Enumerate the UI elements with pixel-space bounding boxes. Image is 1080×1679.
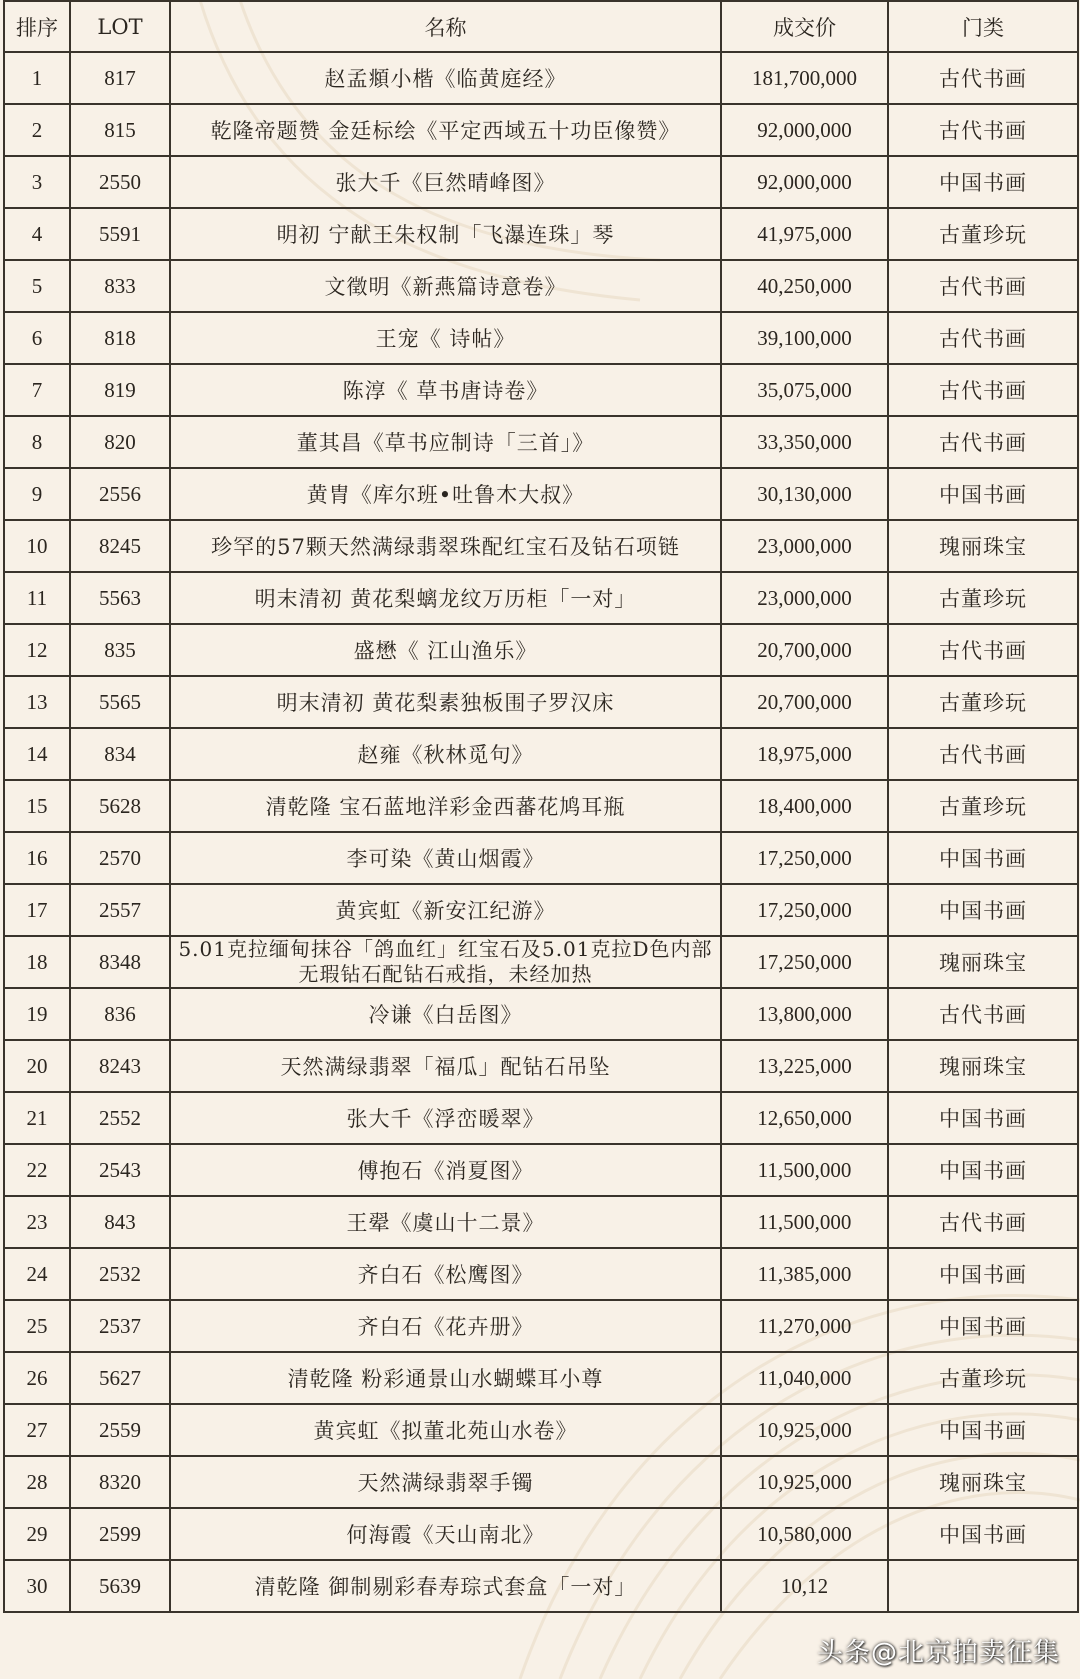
price-cell: 13,225,000 (721, 1040, 888, 1092)
price-cell: 11,500,000 (721, 1196, 888, 1248)
table-row (4, 884, 1078, 936)
price-cell: 40,250,000 (721, 260, 888, 312)
price-cell: 11,500,000 (721, 1144, 888, 1196)
rank-cell: 11 (4, 572, 70, 624)
rank-cell: 22 (4, 1144, 70, 1196)
lot-cell: 843 (70, 1196, 170, 1248)
category-cell: 中国书画 (888, 1404, 1078, 1456)
rank-cell: 29 (4, 1508, 70, 1560)
name-cell: 天然满绿翡翠「福瓜」配钻石吊坠 (170, 1040, 721, 1092)
name-cell: 黄宾虹《拟董北苑山水卷》 (170, 1404, 721, 1456)
name-cell: 珍罕的57颗天然满绿翡翠珠配红宝石及钻石项链 (170, 520, 721, 572)
category-cell: 古代书画 (888, 624, 1078, 676)
table-row (4, 260, 1078, 312)
name-cell: 清乾隆 粉彩通景山水蝴蝶耳小尊 (170, 1352, 721, 1404)
rank-cell: 20 (4, 1040, 70, 1092)
rank-cell: 5 (4, 260, 70, 312)
price-cell: 10,12 (721, 1560, 888, 1612)
rank-cell: 30 (4, 1560, 70, 1612)
rank-cell: 27 (4, 1404, 70, 1456)
table-row (4, 208, 1078, 260)
lot-cell: 818 (70, 312, 170, 364)
header-category: 门类 (888, 1, 1078, 52)
table-row (4, 1352, 1078, 1404)
rank-cell: 28 (4, 1456, 70, 1508)
header-price: 成交价 (721, 1, 888, 52)
price-cell: 10,925,000 (721, 1456, 888, 1508)
price-cell: 10,925,000 (721, 1404, 888, 1456)
price-cell: 17,250,000 (721, 936, 888, 988)
lot-cell: 2599 (70, 1508, 170, 1560)
lot-cell: 8243 (70, 1040, 170, 1092)
name-cell: 冷谦《白岳图》 (170, 988, 721, 1040)
name-cell: 王翚《虞山十二景》 (170, 1196, 721, 1248)
name-cell: 天然满绿翡翠手镯 (170, 1456, 721, 1508)
category-cell: 古董珍玩 (888, 572, 1078, 624)
name-cell: 傅抱石《消夏图》 (170, 1144, 721, 1196)
name-cell: 李可染《黄山烟霞》 (170, 832, 721, 884)
name-cell: 赵雍《秋林觅句》 (170, 728, 721, 780)
table-row (4, 1404, 1078, 1456)
rank-cell: 13 (4, 676, 70, 728)
price-cell: 11,270,000 (721, 1300, 888, 1352)
lot-cell: 2543 (70, 1144, 170, 1196)
name-cell: 明初 宁献王朱权制「飞瀑连珠」琴 (170, 208, 721, 260)
table-row (4, 572, 1078, 624)
lot-cell: 834 (70, 728, 170, 780)
category-cell: 古代书画 (888, 1196, 1078, 1248)
category-cell: 中国书画 (888, 156, 1078, 208)
name-cell: 黄胄《库尔班•吐鲁木大叔》 (170, 468, 721, 520)
name-cell: 王宠《 诗帖》 (170, 312, 721, 364)
category-cell: 瑰丽珠宝 (888, 1456, 1078, 1508)
table-row (4, 1300, 1078, 1352)
category-cell: 古代书画 (888, 52, 1078, 104)
lot-cell: 8245 (70, 520, 170, 572)
rank-cell: 23 (4, 1196, 70, 1248)
name-cell: 齐白石《花卉册》 (170, 1300, 721, 1352)
table-row (4, 1456, 1078, 1508)
table-row (4, 1144, 1078, 1196)
rank-cell: 10 (4, 520, 70, 572)
table-row (4, 1248, 1078, 1300)
category-cell (888, 1560, 1078, 1612)
table-row (4, 416, 1078, 468)
name-cell: 齐白石《松鹰图》 (170, 1248, 721, 1300)
price-cell: 33,350,000 (721, 416, 888, 468)
name-cell: 明末清初 黄花梨素独板围子罗汉床 (170, 676, 721, 728)
header-lot: LOT (70, 1, 170, 52)
auction-results-table (3, 0, 1079, 1613)
name-cell: 乾隆帝题赞 金廷标绘《平定西域五十功臣像赞》 (170, 104, 721, 156)
name-cell: 张大千《浮峦暖翠》 (170, 1092, 721, 1144)
table-row (4, 936, 1078, 988)
category-cell: 中国书画 (888, 1508, 1078, 1560)
rank-cell: 1 (4, 52, 70, 104)
category-cell: 瑰丽珠宝 (888, 520, 1078, 572)
price-cell: 17,250,000 (721, 884, 888, 936)
lot-cell: 2557 (70, 884, 170, 936)
price-cell: 92,000,000 (721, 156, 888, 208)
lot-cell: 835 (70, 624, 170, 676)
category-cell: 瑰丽珠宝 (888, 936, 1078, 988)
table-row (4, 468, 1078, 520)
price-cell: 35,075,000 (721, 364, 888, 416)
lot-cell: 2556 (70, 468, 170, 520)
lot-cell: 2537 (70, 1300, 170, 1352)
name-cell: 陈淳《 草书唐诗卷》 (170, 364, 721, 416)
table-row (4, 624, 1078, 676)
name-cell: 赵孟頫小楷《临黄庭经》 (170, 52, 721, 104)
lot-cell: 2570 (70, 832, 170, 884)
table-row (4, 520, 1078, 572)
name-cell: 董其昌《草书应制诗「三首」》 (170, 416, 721, 468)
lot-cell: 5591 (70, 208, 170, 260)
category-cell: 中国书画 (888, 1300, 1078, 1352)
lot-cell: 819 (70, 364, 170, 416)
category-cell: 古董珍玩 (888, 676, 1078, 728)
rank-cell: 14 (4, 728, 70, 780)
category-cell: 中国书画 (888, 468, 1078, 520)
table-body (4, 52, 1078, 1612)
table-row (4, 1560, 1078, 1612)
table-header-row (4, 1, 1078, 52)
table-row (4, 104, 1078, 156)
rank-cell: 24 (4, 1248, 70, 1300)
table-row (4, 1196, 1078, 1248)
rank-cell: 12 (4, 624, 70, 676)
name-cell: 文徵明《新燕篇诗意卷》 (170, 260, 721, 312)
lot-cell: 815 (70, 104, 170, 156)
price-cell: 92,000,000 (721, 104, 888, 156)
price-cell: 20,700,000 (721, 624, 888, 676)
category-cell: 中国书画 (888, 832, 1078, 884)
price-cell: 11,385,000 (721, 1248, 888, 1300)
lot-cell: 5563 (70, 572, 170, 624)
category-cell: 瑰丽珠宝 (888, 1040, 1078, 1092)
category-cell: 古代书画 (888, 312, 1078, 364)
category-cell: 古代书画 (888, 988, 1078, 1040)
rank-cell: 15 (4, 780, 70, 832)
table-row (4, 1508, 1078, 1560)
lot-cell: 5628 (70, 780, 170, 832)
rank-cell: 9 (4, 468, 70, 520)
lot-cell: 8320 (70, 1456, 170, 1508)
rank-cell: 7 (4, 364, 70, 416)
category-cell: 古代书画 (888, 728, 1078, 780)
price-cell: 30,130,000 (721, 468, 888, 520)
lot-cell: 8348 (70, 936, 170, 988)
category-cell: 古代书画 (888, 260, 1078, 312)
price-cell: 181,700,000 (721, 52, 888, 104)
lot-cell: 5639 (70, 1560, 170, 1612)
category-cell: 中国书画 (888, 884, 1078, 936)
watermark: 头条@北京拍卖征集 (816, 1638, 1060, 1668)
table-row (4, 728, 1078, 780)
category-cell: 古代书画 (888, 104, 1078, 156)
lot-cell: 2559 (70, 1404, 170, 1456)
table-row (4, 1092, 1078, 1144)
table-row (4, 988, 1078, 1040)
lot-cell: 2550 (70, 156, 170, 208)
price-cell: 18,975,000 (721, 728, 888, 780)
price-cell: 12,650,000 (721, 1092, 888, 1144)
lot-cell: 817 (70, 52, 170, 104)
table-row (4, 312, 1078, 364)
table-row (4, 1040, 1078, 1092)
lot-cell: 2552 (70, 1092, 170, 1144)
rank-cell: 21 (4, 1092, 70, 1144)
name-cell: 黄宾虹《新安江纪游》 (170, 884, 721, 936)
lot-cell: 2532 (70, 1248, 170, 1300)
table-row (4, 676, 1078, 728)
category-cell: 古代书画 (888, 364, 1078, 416)
name-cell: 明末清初 黄花梨螭龙纹万历柜「一对」 (170, 572, 721, 624)
name-cell: 清乾隆 宝石蓝地洋彩金西蕃花鸠耳瓶 (170, 780, 721, 832)
rank-cell: 17 (4, 884, 70, 936)
table-row (4, 364, 1078, 416)
rank-cell: 4 (4, 208, 70, 260)
lot-cell: 836 (70, 988, 170, 1040)
lot-cell: 5565 (70, 676, 170, 728)
lot-cell: 820 (70, 416, 170, 468)
rank-cell: 8 (4, 416, 70, 468)
table-row (4, 832, 1078, 884)
rank-cell: 25 (4, 1300, 70, 1352)
rank-cell: 6 (4, 312, 70, 364)
price-cell: 18,400,000 (721, 780, 888, 832)
category-cell: 中国书画 (888, 1144, 1078, 1196)
price-cell: 20,700,000 (721, 676, 888, 728)
header-name: 名称 (170, 1, 721, 52)
price-cell: 17,250,000 (721, 832, 888, 884)
rank-cell: 26 (4, 1352, 70, 1404)
name-cell: 何海霞《天山南北》 (170, 1508, 721, 1560)
lot-cell: 833 (70, 260, 170, 312)
table-row (4, 780, 1078, 832)
category-cell: 中国书画 (888, 1092, 1078, 1144)
table-row (4, 156, 1078, 208)
price-cell: 11,040,000 (721, 1352, 888, 1404)
table-row (4, 52, 1078, 104)
price-cell: 23,000,000 (721, 572, 888, 624)
category-cell: 中国书画 (888, 1248, 1078, 1300)
category-cell: 古代书画 (888, 416, 1078, 468)
rank-cell: 18 (4, 936, 70, 988)
category-cell: 古董珍玩 (888, 208, 1078, 260)
price-cell: 10,580,000 (721, 1508, 888, 1560)
name-cell: 5.01克拉缅甸抹谷「鸽血红」红宝石及5.01克拉D色内部无瑕钻石配钻石戒指，未经加热 (170, 936, 721, 988)
lot-cell: 5627 (70, 1352, 170, 1404)
rank-cell: 3 (4, 156, 70, 208)
rank-cell: 16 (4, 832, 70, 884)
name-cell: 张大千《巨然晴峰图》 (170, 156, 721, 208)
header-rank: 排序 (4, 1, 70, 52)
price-cell: 39,100,000 (721, 312, 888, 364)
category-cell: 古董珍玩 (888, 780, 1078, 832)
price-cell: 13,800,000 (721, 988, 888, 1040)
price-cell: 41,975,000 (721, 208, 888, 260)
rank-cell: 19 (4, 988, 70, 1040)
category-cell: 古董珍玩 (888, 1352, 1078, 1404)
rank-cell: 2 (4, 104, 70, 156)
price-cell: 23,000,000 (721, 520, 888, 572)
name-cell: 清乾隆 御制剔彩春寿琮式套盒「一对」 (170, 1560, 721, 1612)
name-cell: 盛懋《 江山渔乐》 (170, 624, 721, 676)
